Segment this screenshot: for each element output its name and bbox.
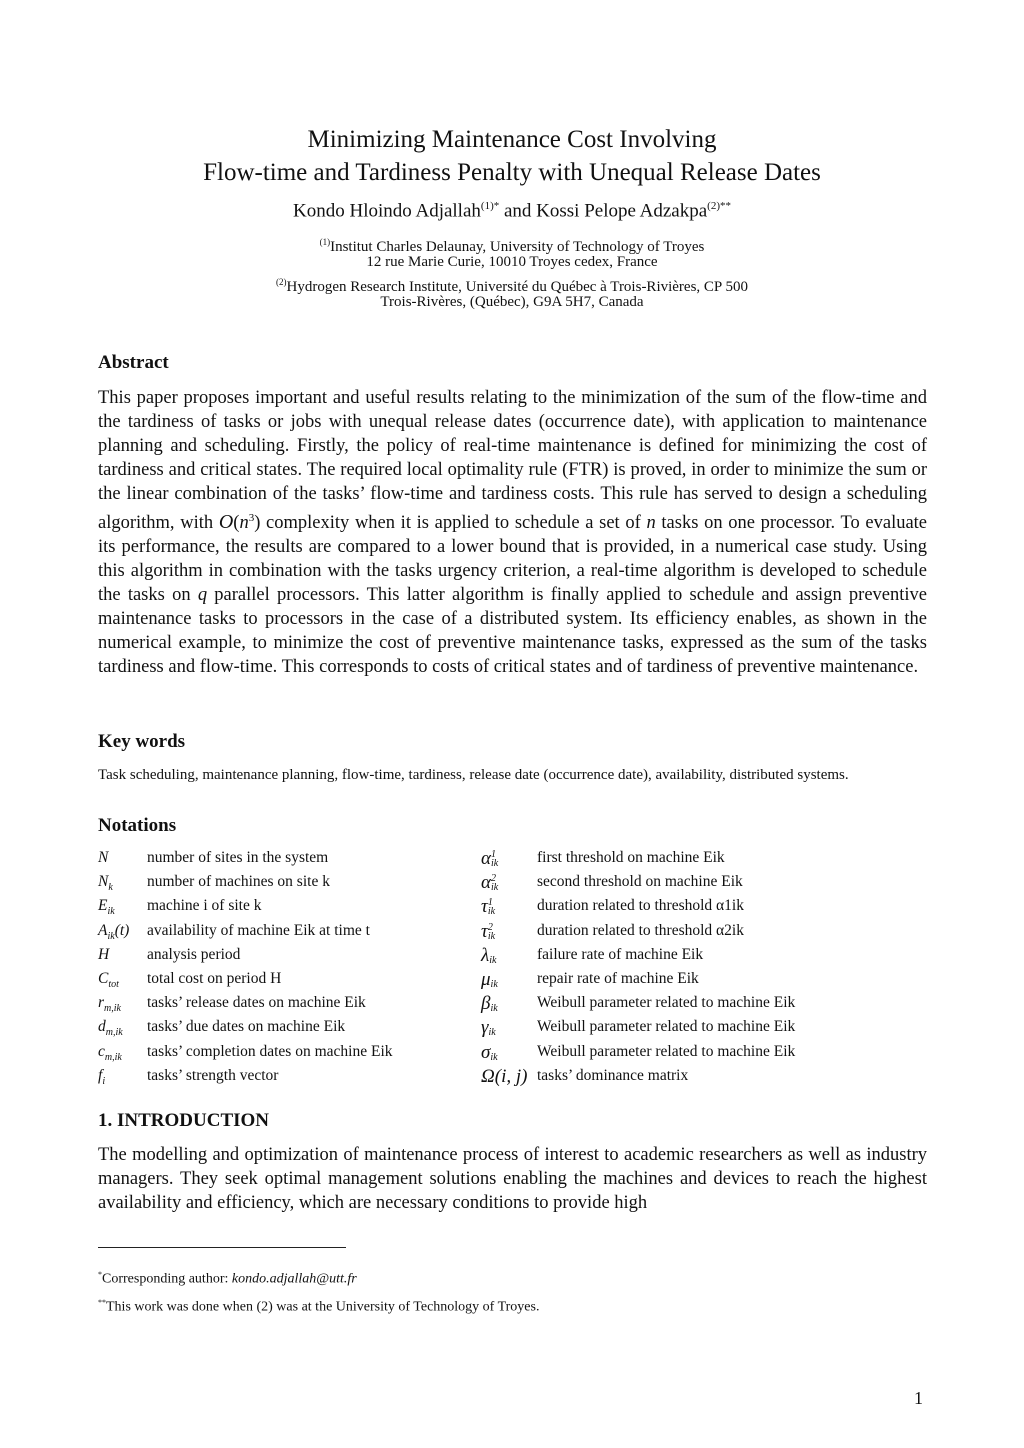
author-1: Kondo Hloindo Adjallah [293,200,481,222]
introduction-body: The modelling and optimization of maintenance process of interest to academic researchers as well as industry managers. They seek optimal management solutions enabling the machines and devices to reach the highest availability and efficiency, which are necessary conditions to provide high [98,1145,927,1213]
affiliation-2-line2: Trois-Rivères, (Québec), G9A 5H7, Canada [380,294,644,310]
notation-greek-symbol: μ ik [481,968,498,990]
notation-row [98,1043,927,1067]
footnote-1: *Corresponding author: kondo.adjallah@utt.fr [98,1270,357,1287]
keywords-body: Task scheduling, maintenance planning, flow-time, tardiness, release date (occurrence date), availability, distributed systems. [98,767,849,783]
notation-greek-symbol: Ω(i, j) [481,1065,528,1087]
notation-description: duration related to threshold α1ik [537,897,744,915]
paper-title-line2: Flow-time and Tardiness Penalty with Unequal Release Dates [203,159,821,186]
notation-row [98,970,927,994]
notation-symbol: $r_{m,ik}$ [98,994,121,1015]
notation-symbol: $f_i$ [98,1066,106,1087]
notation-row [98,849,927,873]
abstract-heading: Abstract [98,352,169,373]
notation-description: Weibull parameter related to machine Eik [537,1042,796,1060]
author-connector: and [503,200,532,222]
notation-description: total cost on period H [147,969,282,987]
notation-symbol: H [98,945,110,963]
notation-greek-symbol: α2 ik [481,872,499,894]
notation-description: tasks’ dominance matrix [537,1066,689,1084]
notation-description: analysis period [147,945,241,963]
author-list [0,200,1024,222]
notation-description: availability of machine Eik at time t [147,921,370,939]
notation-description: tasks’ release dates on machine Eik [147,994,366,1012]
notation-greek-symbol: τ2 ik [481,920,496,942]
notation-row [98,1018,927,1042]
affiliation-1-line1: $^{(1)}$Institut Charles Delaunay, University of Technology of Troyes [319,237,705,255]
notation-symbol: $N_k$ [98,873,113,894]
notation-symbol: $d_{m,ik}$ [98,1018,123,1039]
notation-row [98,994,927,1018]
notation-row [98,897,927,921]
notation-greek-symbol: λ ik [481,944,497,966]
notation-description: Weibull parameter related to machine Eik [537,1018,796,1036]
paper-title-line1: Minimizing Maintenance Cost Involving [307,126,717,153]
affiliation-2-line1: $^{(2)}$Hydrogen Research Institute, Université du Québec à Trois-Rivières, CP 500 [276,277,748,295]
notation-description: tasks’ due dates on machine Eik [147,1018,346,1036]
notation-description: tasks’ completion dates on machine Eik [147,1042,393,1060]
page-number: 1 [914,1388,923,1408]
author-1-mark: (1)* [480,200,500,212]
notation-row [98,946,927,970]
affiliation-1-line2: 12 rue Marie Curie, 10010 Troyes cedex, France [366,254,658,270]
notation-description: duration related to threshold α2ik [537,921,744,939]
footnote-2: **This work was done when (2) was at the University of Technology of Troyes. [98,1298,540,1315]
notation-description: repair rate of machine Eik [537,969,699,987]
notation-greek-symbol: σ ik [481,1041,498,1063]
notation-description: tasks’ strength vector [147,1066,279,1084]
notations-table [98,849,927,1091]
notation-description: failure rate of machine Eik [537,945,704,963]
notation-row [98,1067,927,1091]
notation-row [98,922,927,946]
notation-greek-symbol: γ ik [481,1017,496,1039]
author-2-mark: (2)** [707,200,731,212]
notation-greek-symbol: β ik [481,993,498,1015]
introduction-heading: 1. INTRODUCTION [98,1110,270,1131]
notation-description: machine i of site k [147,897,262,915]
notation-symbol: $E_{ik}$ [98,897,115,918]
notations-heading: Notations [98,815,177,836]
footnote-divider [98,1247,346,1248]
notation-description: number of sites in the system [147,849,329,866]
notation-symbol: N [98,849,109,866]
notation-description: first threshold on machine Eik [537,849,725,866]
notation-symbol: $c_{m,ik}$ [98,1042,122,1063]
notation-description: Weibull parameter related to machine Eik [537,994,796,1012]
notation-greek-symbol: τ1 ik [481,896,496,918]
author-email-link[interactable]: kondo.adjallah@utt.fr [231,1271,357,1287]
keywords-heading: Key words [98,731,186,752]
notation-description: second threshold on machine Eik [537,873,743,891]
notation-row [98,873,927,897]
author-2: Kossi Pelope Adzakpa [536,200,708,222]
notation-symbol: $C_{tot}$ [98,969,119,991]
notation-description: number of machines on site k [147,873,330,891]
abstract-body: This paper proposes important and useful results relating to the minimization of the sum of the flow-time and the tardiness of tasks or jobs with unequal release dates (occurrence date), with application to maintenance planning and scheduling. Firstly, the policy of real-time maintenance is defined for minimizing the cost of tardiness and critical states. The required local optimality rule (FTR) is proved, in order to minimize the sum or the linear combination of the tasks’ flow-time and tardiness costs. This rule has served to design a scheduling algorithm, with $O(n^3)$ complexity when it is applied to schedule a set of n tasks on one processor. To evaluate its performance, the results are compared to a lower bound that is provided, in a numerical case study. Using this algorithm in combination with the tasks urgency criterion, a real-time algorithm is developed to schedule the tasks on q parallel processors. This latter algorithm is finally applied to schedule and assign preventive maintenance tasks to processors in the case of a distributed system. Its efficiency enables, as shown in the numerical example, to minimize the cost of preventive maintenance tasks, expressed as the sum of the tasks tardiness and flow-time. This corresponds to costs of critical states and of tardiness of preventive maintenance. [98,388,928,678]
notation-symbol: $A_{ik}(t)$ [98,921,130,942]
notation-greek-symbol: α1 ik [481,848,499,869]
